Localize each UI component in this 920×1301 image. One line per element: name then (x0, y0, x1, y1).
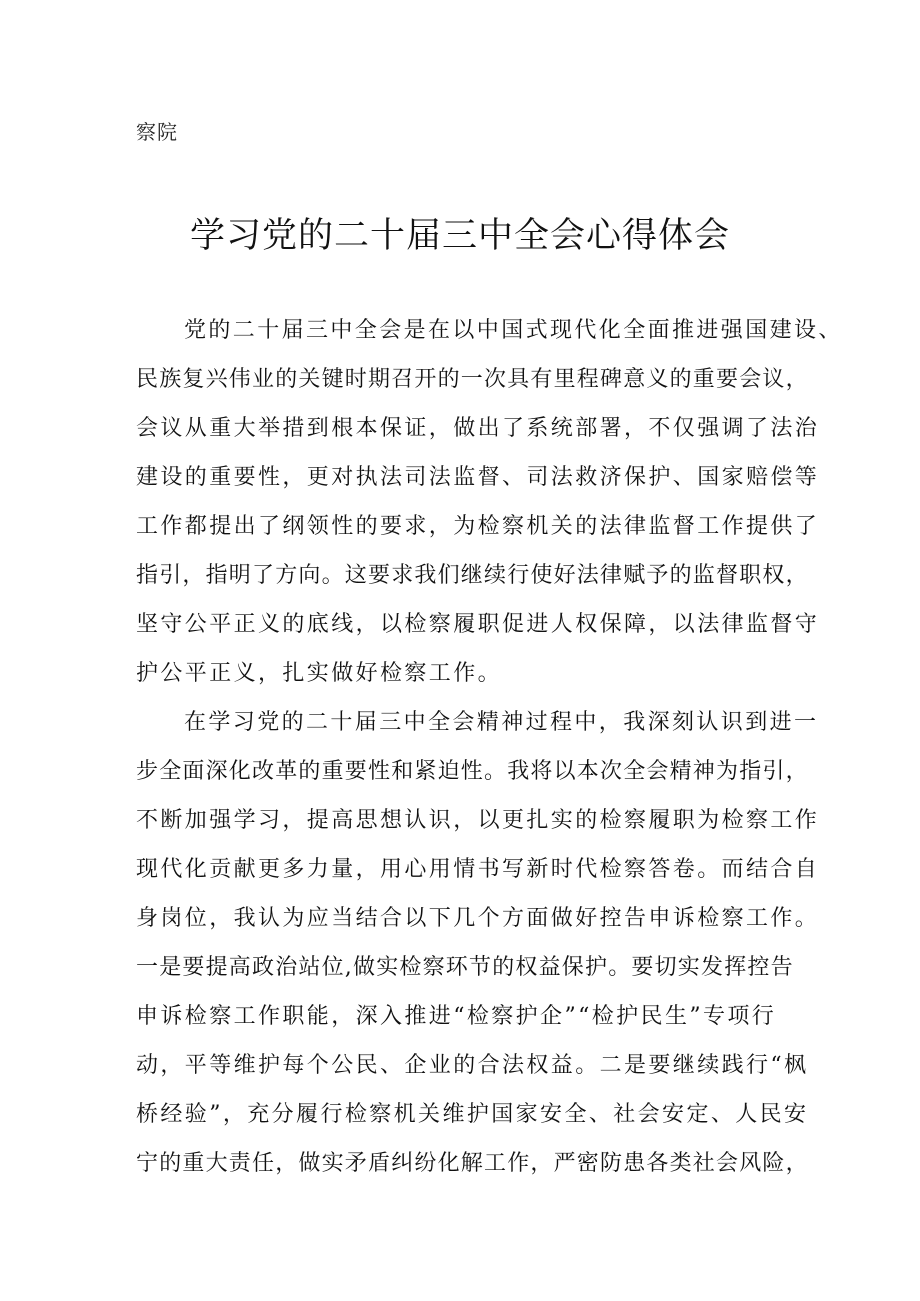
paragraph-line: 坚守公平正义的底线，以检察履职促进人权保障，以法律监督守 (136, 612, 820, 637)
paragraph-line: 一是要提高政治站位,做实检察环节的权益保护。要切实发挥控告 (136, 955, 794, 980)
paragraph-line: 申诉检察工作职能，深入推进“检察护企”“检护民生”专项行 (136, 1004, 777, 1029)
paragraph-line: 身岗位，我认为应当结合以下几个方面做好控告申诉检察工作。 (136, 906, 820, 931)
paragraph-line: 民族复兴伟业的关键时期召开的一次具有里程碑意义的重要会议， (136, 367, 809, 392)
paragraph-line: 党的二十届三中全会是在以中国式现代化全面推进强国建设、 (184, 318, 843, 343)
paragraph-line: 动，平等维护每个公民、企业的合法权益。二是要继续践行“枫 (136, 1053, 809, 1078)
document-body (136, 306, 843, 1188)
paragraph-line: 建设的重要性，更对执法司法监督、司法救济保护、国家赔偿等 (136, 465, 820, 490)
paragraph-line: 指引，指明了方向。这要求我们继续行使好法律赋予的监督职权， (136, 563, 809, 588)
paragraph-line: 不断加强学习，提高思想认识，以更扎实的检察履职为检察工作 (136, 808, 820, 833)
paragraph-line: 在学习党的二十届三中全会精神过程中，我深刻认识到进一 (184, 710, 819, 735)
paragraph-line: 工作都提出了纲领性的要求，为检察机关的法律监督工作提供了 (136, 514, 820, 539)
header-fragment: 察院 (136, 120, 178, 144)
paragraph-line: 桥经验”，充分履行检察机关维护国家安全、社会安定、人民安 (136, 1102, 809, 1127)
paragraph-line: 护公平正义，扎实做好检察工作。 (136, 661, 503, 686)
paragraph-line: 现代化贡献更多力量，用心用情书写新时代检察答卷。而结合自 (136, 857, 820, 882)
paragraph-line: 会议从重大举措到根本保证，做出了系统部署，不仅强调了法治 (136, 416, 820, 441)
document-title: 学习党的二十届三中全会心得体会 (189, 216, 730, 256)
paragraph-line: 宁的重大责任，做实矛盾纠纷化解工作，严密防患各类社会风险， (136, 1151, 809, 1176)
paragraph-line: 步全面深化改革的重要性和紧迫性。我将以本次全会精神为指引， (136, 759, 809, 784)
